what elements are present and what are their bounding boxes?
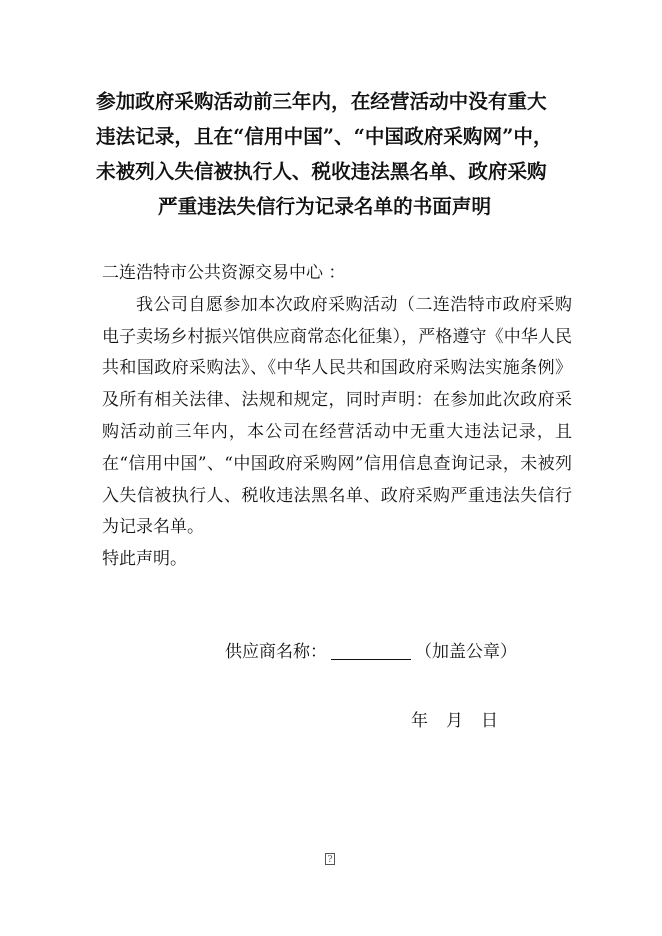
seal-note: （加盖公章） <box>415 642 517 662</box>
title-line-3: 未被列入失信被执行人、税收违法黑名单、政府采购 <box>96 160 547 183</box>
title-line-2: 违法记录，且在“信用中国”、“中国政府采购网”中， <box>96 125 553 148</box>
document-body <box>102 258 572 576</box>
date-year: 年 <box>411 711 428 731</box>
supplier-name-blank <box>331 641 411 660</box>
title-line-1: 参加政府采购活动前三年内，在经营活动中没有重大 <box>96 90 547 113</box>
date-line <box>411 706 498 736</box>
salutation: 二连浩特市公共资源交易中心 ： <box>102 263 346 283</box>
page-number-marker: ? <box>325 853 335 865</box>
closing-statement: 特此声明。 <box>102 549 187 570</box>
supplier-name-label: 供应商名称： <box>225 642 327 662</box>
declaration-paragraph: 我公司自愿参加本次政府采购活动（二连浩特市政府采购电子卖场乡村振兴馆供应商常态化征集），严格遵守《中华人民共和国政府采购法》、《中华人民共和国政府采购法实施条例》及所有相关法律、法规和规定，同时声明：在参加此次政府采购活动前三年内，本公司在经营活动中无重大违法记录，且在“信用中国”、“中国政府采购网”信用信息查询记录，未被列入失信被执行人、税收违法黑名单、政府采购严重违法失信行为记录名单。 <box>102 294 572 538</box>
document-title <box>96 84 576 224</box>
date-month: 月 <box>446 711 463 731</box>
signature-line <box>225 637 517 667</box>
date-day: 日 <box>481 711 498 731</box>
title-line-4: 严重违法失信行为记录名单的书面声明 <box>158 195 492 218</box>
